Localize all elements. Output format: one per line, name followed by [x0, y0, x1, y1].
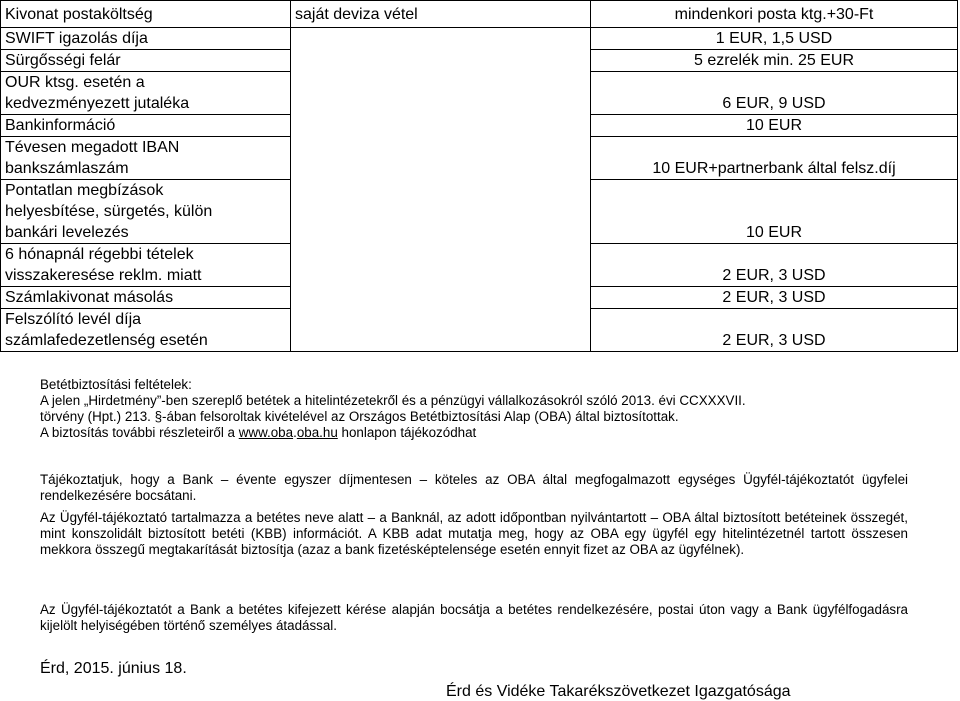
header-cell-2: saját deviza vétel: [291, 1, 591, 28]
deposit-line-1: A jelen „Hirdetmény”-ben szereplő betétek a hitelintézetekről és a pénzügyi vállalkozásokról szóló 2013. évi CCXXXVII.: [40, 393, 746, 408]
deposit-insurance-section: [40, 377, 908, 441]
fee-row-swift: [1, 28, 958, 50]
fee-label: [1, 28, 291, 50]
fee-label-line: OUR ktsg. esetén a: [5, 74, 145, 91]
deposit-line-3-text: A biztosítás további részleteiről a: [40, 425, 239, 440]
deposit-line-3: [40, 425, 908, 441]
info-paragraph-3: Az Ügyfél-tájékoztatót a Bank a betétes kifejezett kérése alapján bocsátja a betétes rendelkezésére, postai úton vagy a Bank ügyfélfogadásra kijelölt helyiségében történő személyes átadással.: [40, 602, 908, 633]
fee-value: 10 EUR: [591, 180, 958, 244]
fee-value: 5 ezrelék min. 25 EUR: [591, 50, 958, 72]
fee-label-line: visszakeresése reklm. miatt: [5, 267, 202, 284]
oba-link-part-1[interactable]: www.oba: [238, 425, 294, 440]
fee-label: [1, 115, 291, 137]
fee-label: [1, 137, 291, 180]
fee-label-line: bankszámlaszám: [5, 160, 129, 177]
fee-label: [1, 72, 291, 115]
fee-table-header-row: [1, 1, 958, 28]
fee-label-line: Tévesen megadott IBAN: [5, 139, 180, 156]
header-cell-3: mindenkori posta ktg.+30-Ft: [591, 1, 958, 28]
oba-link-part-2[interactable]: oba.hu: [296, 425, 338, 440]
fee-label-line: 6 hónapnál régebbi tételek: [5, 246, 194, 263]
fee-label-line: Felszólító levél díja: [5, 311, 142, 328]
fee-label-line: Sürgősségi felár: [5, 52, 121, 69]
empty-column: [291, 28, 591, 352]
fee-label: [1, 287, 291, 309]
fee-value: 10 EUR+partnerbank által felsz.díj: [591, 137, 958, 180]
fee-label-line: számlafedezetlenség esetén: [5, 332, 208, 349]
oba-link-dot: .: [293, 425, 297, 440]
fee-label: [1, 244, 291, 287]
fee-value: 1 EUR, 1,5 USD: [591, 28, 958, 50]
fee-label-line: kedvezményezett jutaléka: [5, 95, 190, 112]
fee-label-line: Bankinformáció: [5, 117, 116, 134]
fee-value: 10 EUR: [591, 115, 958, 137]
fee-label-line: helyesbítése, sürgetés, külön: [5, 203, 213, 220]
fee-label: [1, 309, 291, 352]
fee-label-line: bankári levelezés: [5, 224, 129, 241]
header-cell-1: Kivonat postaköltség: [1, 1, 291, 28]
fee-value: 2 EUR, 3 USD: [591, 309, 958, 352]
deposit-line-2: törvény (Hpt.) 213. §-ában felsoroltak kivételével az Országos Betétbiztosítási Alap (OBA) által biztosítottak.: [40, 409, 679, 424]
fee-label-line: Pontatlan megbízások: [5, 182, 164, 199]
fee-label-line: SWIFT igazolás díja: [5, 30, 148, 47]
document-date: Érd, 2015. június 18.: [40, 660, 187, 677]
fee-value: 2 EUR, 3 USD: [591, 244, 958, 287]
info-paragraph-1: Tájékoztatjuk, hogy a Bank – évente egyszer díjmentesen – köteles az OBA által megfogalmazott egységes Ügyfél-tájékoztatót ügyfelei rendelkezésére bocsátani.: [40, 472, 908, 503]
fee-label: [1, 180, 291, 244]
fee-label: [1, 50, 291, 72]
fee-value: 2 EUR, 3 USD: [591, 287, 958, 309]
fee-value: 6 EUR, 9 USD: [591, 72, 958, 115]
deposit-line-3-suffix: honlapon tájékozódhat: [337, 425, 477, 440]
deposit-heading: Betétbiztosítási feltételek:: [40, 377, 192, 392]
fee-label-line: Számlakivonat másolás: [5, 289, 174, 306]
info-paragraph-2: Az Ügyfél-tájékoztató tartalmazza a betétes neve alatt – a Banknál, az adott időpontban nyilvántartott – OBA által biztosított betéteinek összegét, mint konszolidált biztosított betéti (KBB) információt. A KBB adat mutatja meg, hogy az OBA egy ügyfél egy hitelintézetnél tartott összesen mekkora összegű megtakarítását biztosítja (azaz a bank fizetésképtelensége esetén ennyit fizet az OBA az ügyfélnek).: [40, 510, 908, 557]
signature-line: Érd és Vidéke Takarékszövetkezet Igazgatósága: [446, 683, 791, 700]
